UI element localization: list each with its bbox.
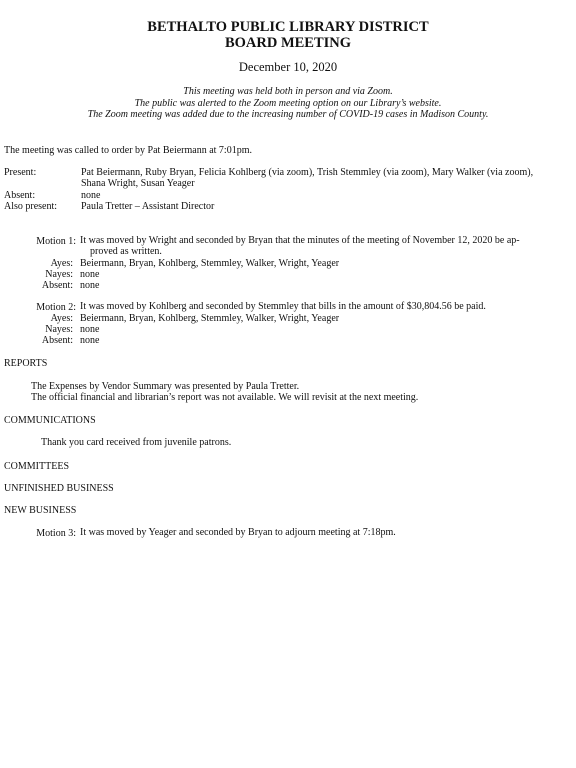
present-label: Present: [4, 167, 37, 178]
motion-1-text [80, 236, 570, 257]
ayes-value: Beiermann, Bryan, Kohlberg, Stemmley, Walker, Wright, Yeager [80, 258, 340, 269]
note-line-3: The Zoom meeting was added due to the increasing number of COVID-19 cases in Madison County. [87, 109, 489, 120]
absent-label: Absent: [4, 190, 36, 201]
motion-2-label: Motion 2: [36, 302, 76, 313]
absent-value: none [81, 190, 101, 201]
present-value [81, 167, 571, 189]
committees-heading: COMMITTEES [4, 461, 69, 472]
communications-heading: COMMUNICATIONS [4, 415, 96, 426]
motion-1-text-line-2: proved as written. [90, 245, 162, 257]
ayes-label: Ayes: [50, 258, 73, 269]
call-to-order: The meeting was called to order by Pat Beiermann at 7:01pm. [4, 145, 252, 156]
meeting-notes [0, 86, 576, 121]
nayes-label: Nayes: [45, 269, 73, 280]
absent-vote-value: none [80, 280, 100, 291]
motion-3-text: It was moved by Yeager and seconded by Bryan to adjourn meeting at 7:18pm. [80, 527, 396, 538]
reports-heading: REPORTS [4, 358, 48, 369]
present-line-1: Pat Beiermann, Ruby Bryan, Felicia Kohlberg (via zoom), Trish Stemmley (via zoom), Mary Walker (via zoom), [81, 167, 534, 178]
motion-1-label: Motion 1: [36, 236, 76, 247]
reports-line-2: The official financial and librarian’s report was not available. We will revisit at the next meeting. [31, 392, 419, 403]
absent-vote-label: Absent: [41, 335, 73, 346]
meeting-date: December 10, 2020 [238, 60, 338, 74]
ayes-value: Beiermann, Bryan, Kohlberg, Stemmley, Walker, Wright, Yeager [80, 313, 340, 324]
motion-2-text: It was moved by Kohlberg and seconded by Stemmley that bills in the amount of $30,804.56 be paid. [80, 301, 486, 312]
also-present-label: Also present: [4, 201, 58, 212]
note-line-1: This meeting was held both in person and via Zoom. [183, 86, 393, 97]
nayes-value: none [80, 269, 100, 280]
reports-line-1: The Expenses by Vendor Summary was presented by Paula Tretter. [31, 381, 300, 392]
present-line-2: Shana Wright, Susan Yeager [81, 178, 195, 189]
meeting-title: BOARD MEETING [224, 35, 352, 51]
motion-3-label: Motion 3: [36, 528, 76, 539]
nayes-value: none [80, 324, 100, 335]
new-business-heading: NEW BUSINESS [4, 505, 77, 516]
note-line-2: The public was alerted to the Zoom meeting option on our Library’s website. [134, 97, 442, 109]
communications-line-1: Thank you card received from juvenile patrons. [41, 437, 232, 448]
motion-1-text-line-1: It was moved by Wright and seconded by Bryan that the minutes of the meeting of November 12, 2020 be ap- [80, 235, 520, 246]
absent-vote-value: none [80, 335, 100, 346]
unfinished-business-heading: UNFINISHED BUSINESS [4, 483, 114, 494]
ayes-label: Ayes: [50, 313, 73, 324]
nayes-label: Nayes: [45, 324, 73, 335]
also-present-value: Paula Tretter – Assistant Director [81, 201, 215, 212]
absent-vote-label: Absent: [41, 280, 73, 291]
org-title: BETHALTO PUBLIC LIBRARY DISTRICT [147, 19, 429, 35]
